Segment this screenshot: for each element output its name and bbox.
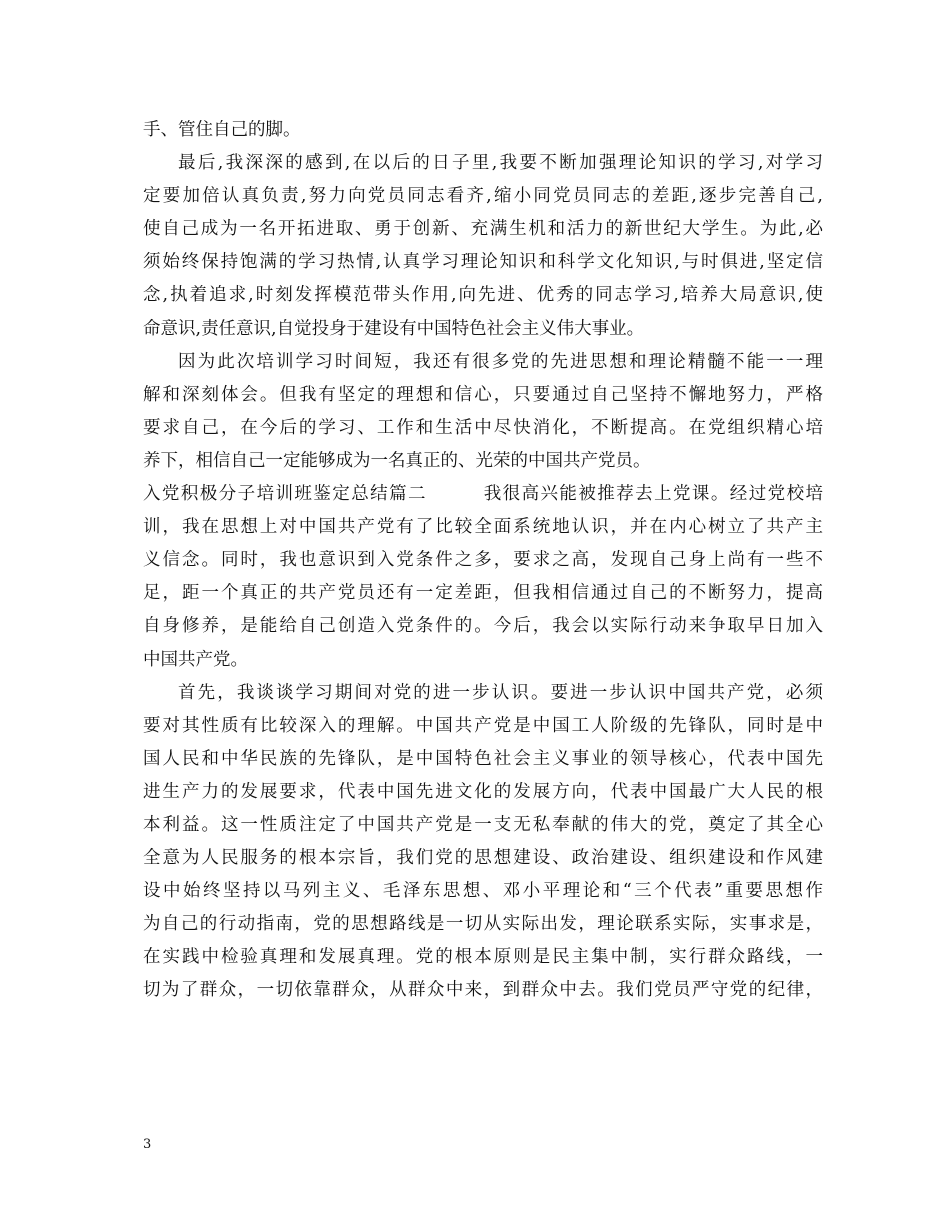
- page-number: 3: [143, 1137, 152, 1152]
- text-line: 最后,我深深的感到,在以后的日子里,我要不断加强理论知识的学习,对学习: [178, 153, 823, 174]
- text-line: 切为了群众，一切依靠群众，从群众中来，到群众中去。我们党员严守党的纪律，: [143, 980, 823, 1001]
- text-line: 国人民和中华民族的先锋队，是中国特色社会主义事业的领导核心，代表中国先: [143, 748, 823, 769]
- text-line: 进生产力的发展要求，代表中国先进文化的发展方向，代表中国最广大人民的根: [143, 781, 823, 802]
- text-line: 在实践中检验真理和发展真理。党的根本原则是民主集中制，实行群众路线，一: [143, 947, 823, 968]
- text-line: 命意识,责任意识,自觉投身于建设有中国特色社会主义伟大事业。: [143, 318, 645, 339]
- text-line: 义信念。同时，我也意识到入党条件之多，要求之高，发现自己身上尚有一些不: [143, 550, 823, 571]
- text-line: 训，我在思想上对中国共产党有了比较全面系统地认识，并在内心树立了共产主: [143, 517, 823, 538]
- text-line: 定要加倍认真负责,努力向党员同志看齐,缩小同党员同志的差距,逐步完善自己,: [143, 186, 823, 207]
- text-line: 本利益。这一性质注定了中国共产党是一支无私奉献的伟大的党，奠定了其全心: [143, 814, 823, 835]
- text-line: 中国共产党。: [143, 649, 248, 670]
- text-line: 手、管住自己的脚。: [143, 120, 301, 140]
- body-text: [143, 114, 823, 1008]
- text-line: 念,执着追求,时刻发挥模范带头作用,向先进、优秀的同志学习,培养大局意识,使: [143, 285, 823, 306]
- text-line: 入党积极分子培训班鉴定总结篇二 我很高兴能被推荐去上党课。经过党校培: [143, 484, 823, 505]
- text-line: 全意为人民服务的根本宗旨，我们党的思想建设、政治建设、组织建设和作风建: [143, 848, 823, 869]
- text-line: 要对其性质有比较深入的理解。中国共产党是中国工人阶级的先锋队，同时是中: [143, 715, 823, 736]
- text-line: 设中始终坚持以马列主义、毛泽东思想、邓小平理论和“三个代表”重要思想作: [143, 881, 823, 902]
- text-line: 因为此次培训学习时间短，我还有很多党的先进思想和理论精髓不能一一理: [178, 351, 823, 372]
- text-line: 养下，相信自己一定能够成为一名真正的、光荣的中国共产党员。: [143, 450, 651, 471]
- text-line: 使自己成为一名开拓进取、勇于创新、充满生机和活力的新世纪大学生。为此,必: [143, 219, 823, 240]
- text-line: 解和深刻体会。但我有坚定的理想和信心，只要通过自己坚持不懈地努力，严格: [143, 384, 823, 405]
- text-line: 须始终保持饱满的学习热情,认真学习理论知识和科学文化知识,与时俱进,坚定信: [143, 252, 823, 273]
- text-line: 首先，我谈谈学习期间对党的进一步认识。要进一步认识中国共产党，必须: [178, 682, 823, 703]
- text-line: 要求自己，在今后的学习、工作和生活中尽快消化，不断提高。在党组织精心培: [143, 417, 823, 438]
- text-line: 自身修养，是能给自己创造入党条件的。今后，我会以实际行动来争取早日加入: [143, 616, 823, 637]
- text-line: 足，距一个真正的共产党员还有一定差距，但我相信通过自己的不断努力，提高: [143, 583, 823, 604]
- text-line: 为自己的行动指南，党的思想路线是一切从实际出发，理论联系实际，实事求是，: [143, 914, 823, 935]
